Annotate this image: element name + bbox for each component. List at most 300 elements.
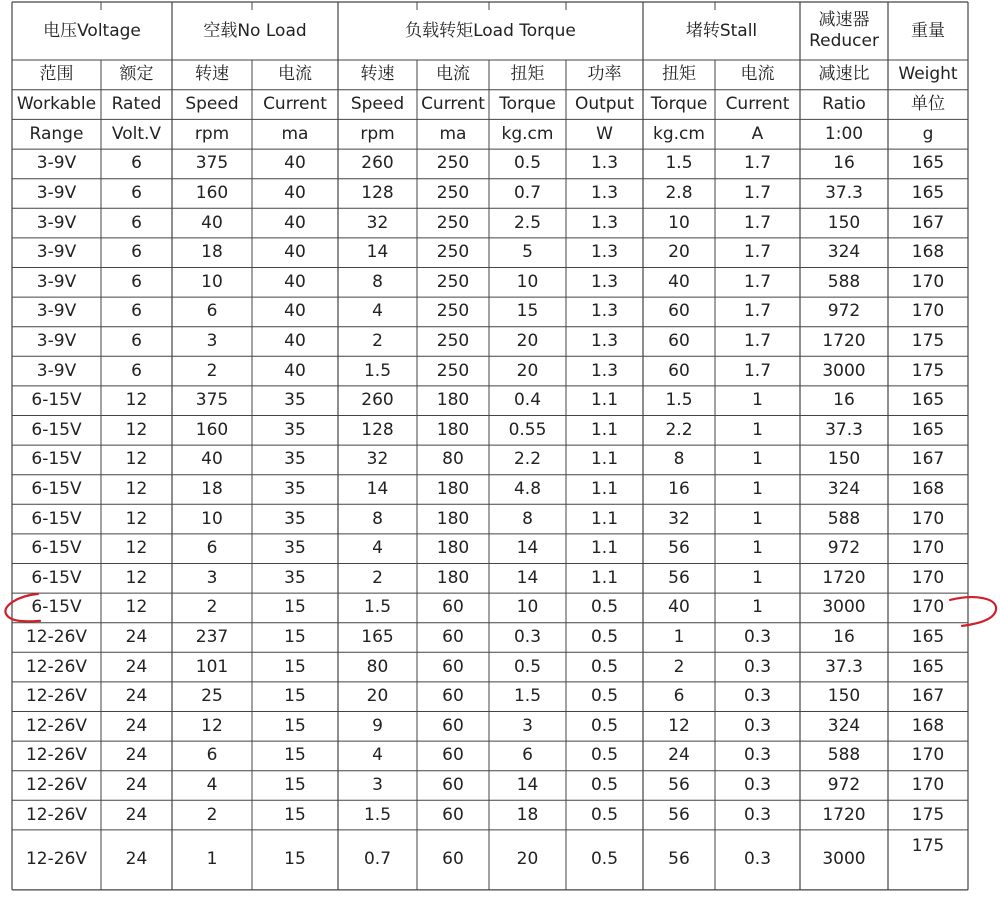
table-cell: 40: [284, 360, 306, 381]
table-cell: 18: [516, 804, 539, 825]
table-cell: 3000: [822, 597, 866, 618]
table-cell: 170: [911, 271, 945, 292]
table-cell: 250: [436, 182, 470, 203]
table-cell: 8: [372, 271, 383, 292]
table-cell: 18: [201, 242, 223, 263]
table-cell: 15: [284, 745, 306, 766]
table-cell: 60: [442, 745, 464, 766]
table-cell: 0.5: [513, 153, 542, 174]
header-reducer-line: Reducer: [809, 31, 879, 51]
table-cell: 14: [366, 242, 389, 263]
table-cell: 1.3: [590, 360, 619, 381]
table-cell: 15: [284, 597, 306, 618]
table-cell: 20: [366, 686, 389, 707]
table-cell: 1.1: [590, 419, 619, 440]
table-cell: 35: [284, 419, 306, 440]
table-cell: 15: [516, 301, 539, 322]
subheader-cell: Ratio: [822, 94, 866, 115]
table-cell: 1.3: [590, 301, 619, 322]
table-cell: 40: [284, 330, 306, 351]
table-cell: 14: [366, 478, 389, 499]
subheader-cell: 额定: [119, 64, 154, 85]
table-cell: 972: [827, 538, 861, 559]
table-cell: 12-26V: [25, 849, 88, 870]
table-cell: 12: [125, 597, 148, 618]
table-cell: 32: [366, 449, 389, 470]
table-cell: 2: [206, 597, 218, 618]
table-cell: 1.7: [743, 360, 772, 381]
table-cell: 1.1: [590, 538, 619, 559]
table-cell: 1.7: [743, 301, 772, 322]
table-cell: 175: [911, 804, 945, 825]
table-cell: 250: [436, 271, 470, 292]
table-cell: 56: [668, 538, 690, 559]
header-no-load: 空载No Load: [203, 20, 307, 41]
table-cell: 170: [911, 508, 945, 529]
table-cell: 168: [911, 242, 945, 263]
subheader-cell: 扭矩: [510, 64, 545, 85]
subheader-cell: Workable: [16, 94, 97, 115]
table-cell: 1.1: [590, 508, 619, 529]
table-cell: 60: [442, 804, 464, 825]
table-cell: 6: [206, 745, 218, 766]
table-cell: 1.5: [363, 360, 392, 381]
table-cell: 24: [668, 745, 690, 766]
table-cell: 180: [436, 508, 470, 529]
table-cell: 56: [668, 849, 690, 870]
table-cell: 24: [125, 804, 148, 825]
table-cell: 3: [206, 567, 218, 588]
table-cell: 12: [125, 419, 148, 440]
table-cell: 1.7: [743, 330, 772, 351]
table-cell: 37.3: [825, 182, 863, 203]
table-cell: 0.3: [743, 686, 772, 707]
table-cell: 1.3: [590, 212, 619, 233]
table-cell: 6: [522, 745, 533, 766]
table-cell: 0.5: [513, 656, 542, 677]
table-cell: 35: [284, 538, 306, 559]
table-cell: 9: [372, 715, 383, 736]
subheader-cell: 扭矩: [662, 64, 696, 85]
subheader-cell: A: [751, 123, 764, 144]
table-cell: 3-9V: [36, 153, 77, 174]
table-cell: 170: [911, 745, 945, 766]
table-cell: 1: [206, 849, 218, 870]
table-cell: 260: [361, 390, 394, 411]
table-cell: 1.3: [590, 271, 619, 292]
table-cell: 0.5: [590, 626, 619, 647]
subheader-cell: 电流: [740, 64, 775, 85]
table-cell: 60: [668, 301, 690, 322]
table-cell: 10: [201, 271, 223, 292]
table-cell: 0.55: [508, 419, 547, 440]
header-voltage: 电压Voltage: [43, 20, 141, 41]
table-cell: 1.3: [590, 182, 619, 203]
subheader-cell: 单位: [911, 94, 945, 115]
table-cell: 12-26V: [25, 715, 88, 736]
table-cell: 588: [827, 745, 861, 766]
table-cell: 10: [516, 271, 539, 292]
table-cell: 80: [442, 449, 464, 470]
table-cell: 165: [361, 626, 394, 647]
table-cell: 60: [442, 656, 464, 677]
table-cell: 37.3: [825, 419, 863, 440]
table-cell: 16: [833, 626, 855, 647]
table-cell: 12-26V: [25, 774, 88, 795]
subheader-cell: 1:00: [824, 123, 864, 144]
table-cell: 0.5: [590, 804, 619, 825]
table-cell: 60: [668, 330, 690, 351]
table-cell: 0.5: [590, 715, 619, 736]
table-cell: 40: [668, 271, 690, 292]
table-cell: 12-26V: [25, 686, 88, 707]
table-cell: 1.5: [665, 390, 693, 411]
table-cell: 170: [911, 538, 945, 559]
table-cell: 24: [125, 626, 148, 647]
table-cell: 128: [361, 419, 394, 440]
table-cell: 375: [195, 390, 229, 411]
table-cell: 1.7: [743, 212, 772, 233]
table-cell: 3000: [822, 360, 866, 381]
table-cell: 167: [911, 449, 945, 470]
subheader-cell: Output: [574, 94, 635, 115]
table-cell: 12-26V: [25, 804, 88, 825]
table-cell: 60: [442, 626, 464, 647]
table-cell: 0.3: [743, 804, 772, 825]
table-cell: 40: [284, 182, 306, 203]
table-cell: 3-9V: [36, 271, 77, 292]
table-cell: 6: [673, 686, 685, 707]
table-cell: 6-15V: [31, 478, 82, 499]
table-cell: 324: [827, 715, 861, 736]
table-cell: 40: [284, 212, 306, 233]
table-cell: 2.2: [513, 449, 542, 470]
table-cell: 1: [673, 626, 685, 647]
table-cell: 1.7: [743, 153, 772, 174]
subheader-cell: kg.cm: [501, 123, 554, 144]
table-cell: 12: [125, 449, 148, 470]
subheader-cell: 范围: [39, 64, 74, 85]
table-cell: 6: [131, 301, 142, 322]
table-cell: 12-26V: [25, 626, 88, 647]
table-cell: 0.3: [743, 626, 772, 647]
table-cell: 35: [284, 478, 306, 499]
table-cell: 32: [366, 212, 389, 233]
table-cell: 6: [206, 301, 218, 322]
table-cell: 60: [442, 597, 464, 618]
table-cell: 15: [284, 715, 306, 736]
table-cell: 6-15V: [31, 390, 82, 411]
table-cell: 40: [284, 271, 306, 292]
subheader-cell: rpm: [360, 123, 395, 144]
table-cell: 35: [284, 567, 306, 588]
table-cell: 1.3: [590, 153, 619, 174]
table-cell: 6-15V: [31, 567, 82, 588]
table-cell: 24: [125, 745, 148, 766]
table-cell: 56: [668, 567, 690, 588]
table-cell: 150: [827, 686, 861, 707]
table-cell: 14: [516, 774, 539, 795]
table-cell: 16: [833, 390, 855, 411]
table-cell: 14: [516, 567, 539, 588]
subheader-cell: Current: [421, 94, 485, 115]
header-load-torque: 负载转矩Load Torque: [405, 20, 576, 41]
table-cell: 24: [125, 715, 148, 736]
table-cell: 1: [752, 538, 763, 559]
table-cell: 5: [522, 242, 533, 263]
table-cell: 1.1: [590, 478, 619, 499]
table-cell: 37.3: [825, 656, 863, 677]
table-cell: 10: [668, 212, 690, 233]
table-cell: 12-26V: [25, 745, 88, 766]
table-cell: 250: [436, 360, 470, 381]
table-cell: 24: [125, 656, 148, 677]
table-cell: 14: [516, 538, 539, 559]
table-cell: 35: [284, 390, 306, 411]
table-cell: 180: [436, 419, 470, 440]
table-cell: 160: [195, 182, 229, 203]
table-cell: 6-15V: [31, 538, 82, 559]
subheader-cell: Current: [263, 94, 327, 115]
table-cell: 1.7: [743, 182, 772, 203]
table-cell: 1.5: [513, 686, 542, 707]
table-cell: 1.1: [590, 390, 619, 411]
table-cell: 6-15V: [31, 597, 82, 618]
table-cell: 165: [911, 153, 945, 174]
table-cell: 6: [131, 212, 142, 233]
table-cell: 8: [522, 508, 533, 529]
header-reducer-line: 减速器: [818, 10, 870, 30]
table-cell: 4: [372, 745, 383, 766]
table-cell: 1: [752, 508, 763, 529]
table-cell: 3-9V: [36, 301, 77, 322]
subheader-cell: ma: [439, 123, 467, 144]
table-cell: 180: [436, 538, 470, 559]
table-cell: 2: [673, 656, 685, 677]
table-cell: 60: [442, 774, 464, 795]
table-cell: 6: [131, 360, 142, 381]
table-cell: 10: [516, 597, 539, 618]
table-cell: 260: [361, 153, 394, 174]
subheader-cell: 减速比: [818, 64, 870, 85]
subheader-cell: rpm: [194, 123, 230, 144]
header-weight: 重量: [911, 20, 945, 41]
table-cell: 1.3: [590, 330, 619, 351]
table-cell: 24: [125, 686, 148, 707]
table-cell: 1.7: [743, 271, 772, 292]
table-cell: 3: [522, 715, 533, 736]
subheader-cell: 转速: [360, 64, 395, 85]
table-cell: 972: [827, 301, 861, 322]
table-cell: 1.5: [665, 153, 693, 174]
table-cell: 170: [911, 774, 945, 795]
table-cell: 1720: [822, 804, 866, 825]
table-cell: 0.3: [743, 745, 772, 766]
table-cell: 128: [361, 182, 394, 203]
table-cell: 3000: [822, 849, 866, 870]
header-stall: 堵转Stall: [685, 20, 758, 41]
subheader-cell: Weight: [898, 64, 958, 85]
table-cell: 6-15V: [31, 419, 82, 440]
subheader-cell: Torque: [499, 94, 556, 115]
table-cell: 1: [752, 419, 763, 440]
table-cell: 16: [833, 153, 855, 174]
table-cell: 1: [752, 567, 763, 588]
table-cell: 0.3: [513, 626, 542, 647]
table-cell: 165: [911, 656, 945, 677]
table-cell: 0.7: [363, 849, 392, 870]
table-cell: 12: [125, 478, 148, 499]
table-cell: 6: [206, 538, 218, 559]
table-cell: 1.5: [363, 804, 392, 825]
table-cell: 250: [436, 153, 470, 174]
table-cell: 4: [206, 774, 218, 795]
table-cell: 40: [668, 597, 690, 618]
table-cell: 32: [668, 508, 690, 529]
subheader-cell: Torque: [650, 94, 708, 115]
table-cell: 6: [131, 271, 142, 292]
table-cell: 972: [827, 774, 861, 795]
table-cell: 167: [911, 212, 945, 233]
table-cell: 20: [516, 360, 539, 381]
subheader-cell: W: [596, 123, 613, 144]
table-cell: 588: [827, 508, 861, 529]
table-cell: 3-9V: [36, 182, 77, 203]
table-cell: 170: [911, 567, 945, 588]
table-cell: 40: [284, 301, 306, 322]
table-cell: 1.1: [590, 449, 619, 470]
table-cell: 250: [436, 242, 470, 263]
table-cell: 8: [372, 508, 383, 529]
table-cell: 250: [436, 301, 470, 322]
table-cell: 56: [668, 804, 690, 825]
header-reducer: [800, 2, 888, 60]
table-cell: 15: [284, 626, 306, 647]
table-cell: 101: [195, 656, 229, 677]
table-cell: 60: [442, 715, 464, 736]
table-cell: 60: [442, 849, 464, 870]
table-cell: 250: [436, 212, 470, 233]
table-cell: 6: [131, 330, 142, 351]
table-cell: 170: [911, 597, 945, 618]
table-cell: 2.5: [513, 212, 542, 233]
table-cell: 40: [284, 242, 306, 263]
table-cell: 1: [752, 478, 763, 499]
table-cell: 4.8: [513, 478, 542, 499]
table-cell: 18: [201, 478, 223, 499]
table-cell: 40: [201, 449, 223, 470]
subheader-cell: Rated: [111, 94, 162, 115]
table-cell: 165: [911, 626, 945, 647]
table-cell: 0.3: [743, 774, 772, 795]
table-cell: 1.7: [743, 242, 772, 263]
table-cell: 8: [673, 449, 685, 470]
table-cell: 324: [827, 242, 861, 263]
table-cell: 35: [284, 449, 306, 470]
table-cell: 0.5: [590, 686, 619, 707]
table-cell: 0.4: [513, 390, 542, 411]
table-cell: 168: [911, 715, 945, 736]
table-cell: 4: [372, 301, 383, 322]
subheader-cell: g: [922, 123, 934, 144]
table-cell: 0.3: [743, 715, 772, 736]
table-cell: 1.5: [363, 597, 392, 618]
table-cell: 1: [752, 449, 763, 470]
table-cell: 160: [195, 419, 229, 440]
table-cell: 12: [201, 715, 223, 736]
table-cell: 0.7: [513, 182, 542, 203]
table-cell: 12-26V: [25, 656, 88, 677]
table-cell: 60: [668, 360, 690, 381]
table-cell: 40: [284, 153, 306, 174]
table-cell: 20: [516, 330, 539, 351]
table-cell: 150: [827, 212, 861, 233]
table-cell: 12: [125, 567, 148, 588]
table-cell: 6-15V: [31, 449, 82, 470]
table-cell: 0.5: [590, 656, 619, 677]
table-cell: 2.8: [665, 182, 693, 203]
table-cell: 165: [911, 390, 945, 411]
table-cell: 2: [372, 330, 383, 351]
table-cell: 15: [284, 804, 306, 825]
table-cell: 24: [125, 774, 148, 795]
table-cell: 2: [206, 804, 218, 825]
table-cell: 2: [372, 567, 383, 588]
table-cell: 1.3: [590, 242, 619, 263]
table-cell: 1.1: [590, 567, 619, 588]
table-cell: 175: [911, 835, 945, 856]
table-cell: 35: [284, 508, 306, 529]
table-cell: 1: [752, 597, 763, 618]
table-cell: 12: [668, 715, 690, 736]
table-cell: 6: [131, 242, 142, 263]
subheader-cell: kg.cm: [653, 123, 705, 144]
table-cell: 0.5: [590, 597, 619, 618]
table-cell: 6: [131, 153, 142, 174]
table-cell: 588: [827, 271, 861, 292]
table-cell: 20: [668, 242, 690, 263]
table-cell: 1: [752, 390, 763, 411]
table-cell: 15: [284, 656, 306, 677]
table-cell: 24: [125, 849, 148, 870]
table-cell: 170: [911, 301, 945, 322]
table-cell: 56: [668, 774, 690, 795]
table-cell: 180: [436, 567, 470, 588]
table-cell: 0.3: [743, 656, 772, 677]
table-cell: 3-9V: [36, 360, 77, 381]
table-cell: 250: [436, 330, 470, 351]
table-cell: 80: [366, 656, 389, 677]
table-cell: 165: [911, 182, 945, 203]
table-cell: 12: [125, 538, 148, 559]
table-cell: 4: [372, 538, 383, 559]
subheader-cell: Current: [725, 94, 790, 115]
table-cell: 6: [131, 182, 142, 203]
table-cell: 3: [372, 774, 383, 795]
table-cell: 15: [284, 774, 306, 795]
subheader-cell: Speed: [185, 94, 239, 115]
table-cell: 175: [911, 360, 945, 381]
table-cell: 1720: [822, 330, 866, 351]
table-cell: 20: [516, 849, 539, 870]
table-cell: 168: [911, 478, 945, 499]
table-cell: 40: [201, 212, 223, 233]
table-cell: 2: [206, 360, 218, 381]
table-cell: 3-9V: [36, 242, 77, 263]
subheader-cell: Speed: [350, 94, 405, 115]
table-cell: 180: [436, 478, 470, 499]
table-cell: 0.5: [590, 745, 619, 766]
